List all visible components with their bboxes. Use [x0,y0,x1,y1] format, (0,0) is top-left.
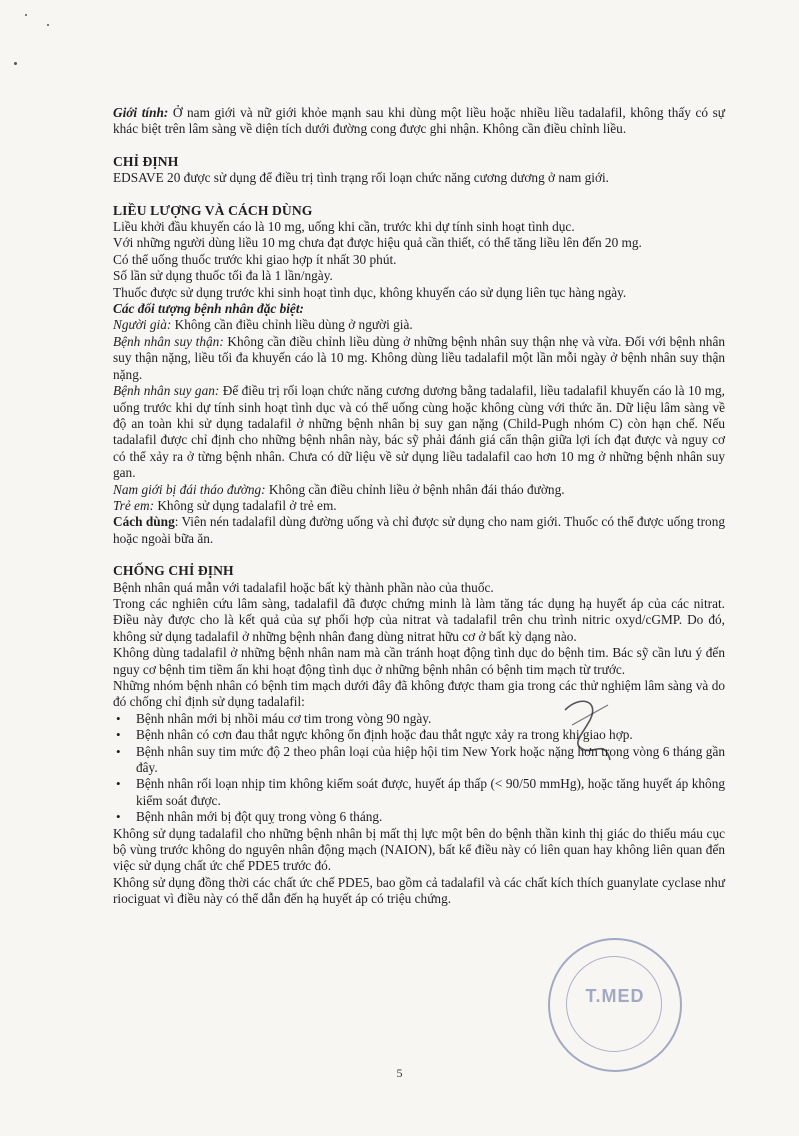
contraindications-heading: CHỐNG CHỈ ĐỊNH [113,563,234,579]
page-number: 5 [396,1066,403,1080]
dosage-line: Có thể uống thuốc trước khi giao hợp ít nhất 30 phút. [113,251,397,267]
renal-text: Không cần điều chỉnh liều dùng ở những bệnh nhân suy thận nhẹ và vừa. Đối với bệnh nhân suy thận nặng, liều tối đa khuyến cáo là 10 mg. Không dùng liều tadalafil một lần mỗi ngày ở bệnh nhân suy thận nặng. [113,333,725,382]
indication-text: EDSAVE 20 được sử dụng để điều trị tình trạng rối loạn chức năng cương dương ở nam giới. [113,170,610,186]
list-item: • Bệnh nhân có cơn đau thắt ngực không ổn định hoặc đau thắt ngực xảy ra trong khi giao hợp. [113,727,725,743]
elderly-paragraph [113,317,725,333]
contraindication-paragraph: Không dùng tadalafil ở những bệnh nhân nam mà cần tránh hoạt động tình dục do bệnh tim. Bác sỹ cần lưu ý đến nguy cơ bệnh tim tiềm ẩn khi hoạt động tình dục ở những bệnh nhân có bệnh tim mạch từ trước. [113,645,725,677]
dosage-line: Với những người dùng liều 10 mg chưa đạt được hiệu quả cần thiết, có thể tăng liều lên đến 20 mg. [113,235,642,251]
gender-paragraph [113,105,725,138]
dosage-line: Số lần sử dụng thuốc tối đa là 1 lần/ngày. [113,268,333,284]
contraindication-paragraph: Bệnh nhân quá mẫn với tadalafil hoặc bất kỳ thành phần nào của thuốc. [113,579,494,595]
list-item: • Bệnh nhân mới bị đột quỵ trong vòng 6 tháng. [113,809,725,825]
contraindication-paragraph: Không sử dụng đồng thời các chất ức chế PDE5, bao gồm cả tadalafil và các chất kích thích guanylate cyclase như riociguat vì điều này có thể dẫn đến hạ huyết áp có triệu chứng. [113,874,725,907]
company-stamp [548,938,682,1072]
hepatic-text: Để điều trị rối loạn chức năng cương dương bằng tadalafil, liều tadalafil khuyến cáo là 10 mg, uống trước khi dự tính sinh hoạt tình dục và có thể uống cùng hoặc không cùng với thức ăn. Dữ liệu lâm sàng về độ an toàn khi sử dụng tadalafil ở những bệnh nhân bị suy gan nặng (Child-Pugh nhóm C) còn hạn chế. Nếu tadalafil được chỉ định cho những bệnh nhân này, bác sỹ phải đánh giá cẩn thận giữa lợi ích đạt được và nguy cơ có thể xảy ra ở từng bệnh nhân. Chưa có dữ liệu về sử dụng liều tadalafil cao hơn 10 mg ở những bệnh nhân suy gan. [113,383,725,481]
list-item: • Bệnh nhân mới bị nhồi máu cơ tim trong vòng 90 ngày. [113,711,725,727]
contraindication-paragraph: Không sử dụng tadalafil cho những bệnh nhân bị mất thị lực một bên do bệnh thần kinh thị giác do thiếu máu cục bộ vùng trước không do nguyên nhân động mạch (NAION), bất kể điều này có liên quan hay không liên quan đến việc sử dụng chất ức chế PDE5 trước đó. [113,825,725,874]
special-populations-label: Các đối tượng bệnh nhân đặc biệt: [113,301,304,317]
gender-label: Giới tính: [113,105,169,120]
stamp-text: T.MED [585,986,645,1006]
cardiac-exclusion-list [113,711,725,826]
elderly-label: Người già: [113,317,172,333]
hepatic-label: Bệnh nhân suy gan: [113,383,220,399]
usage-paragraph [113,514,725,547]
dosage-line: Thuốc được sử dụng trước khi sinh hoạt tình dục, không khuyến cáo sử dụng liên tục hàng ngày. [113,284,627,300]
children-text: Không sử dụng tadalafil ở trẻ em. [154,497,337,513]
list-item: • Bệnh nhân suy tim mức độ 2 theo phân loại của hiệp hội tim New York hoặc nặng hơn trong vòng 6 tháng gần đây. [113,744,725,777]
scan-speck [25,14,27,16]
children-label: Trẻ em: [113,497,154,513]
diabetic-text: Không cần điều chỉnh liều ở bệnh nhân đái tháo đường. [265,481,565,497]
diabetic-paragraph [113,482,725,498]
dosage-line: Liều khởi đầu khuyến cáo là 10 mg, uống khi cần, trước khi dự tính sinh hoạt tình dục. [113,219,575,235]
children-paragraph [113,498,725,514]
diabetic-label: Nam giới bị đái tháo đường: [113,481,266,497]
signature-mark [560,690,620,770]
indication-heading: CHỈ ĐỊNH [113,153,179,169]
usage-text: : Viên nén tadalafil dùng đường uống và chỉ được sử dụng cho nam giới. Thuốc có thể được uống trong hoặc ngoài bữa ăn. [113,514,725,546]
list-item: • Bệnh nhân rối loạn nhịp tim không kiểm soát được, huyết áp thấp (< 90/50 mmHg), hoặc tăng huyết áp không kiểm soát được. [113,776,725,809]
dosage-heading: LIỀU LƯỢNG VÀ CÁCH DÙNG [113,202,313,218]
gender-text: Ở nam giới và nữ giới khỏe mạnh sau khi dùng một liều hoặc nhiều liều tadalafil, không thấy có sự khác biệt trên lâm sàng về diện tích dưới đường cong được ghi nhận. Không cần điều chỉnh liều. [113,105,725,137]
scan-speck [14,62,17,65]
scan-speck [47,24,49,26]
renal-label: Bệnh nhân suy thận: [113,333,224,349]
hepatic-paragraph [113,383,725,481]
elderly-text: Không cần điều chỉnh liều dùng ở người già. [171,317,413,333]
renal-paragraph [113,334,725,383]
contraindication-paragraph: Trong các nghiên cứu lâm sàng, tadalafil đã được chứng minh là làm tăng tác dụng hạ huyết áp của các nitrat. Điều này được cho là kết quả của sự phối hợp của nitrat và tadalafil trên chu trình nitric oxyd/cGMP. Do đó, không sử dụng tadalafil ở những bệnh nhân đang dùng nitrat hữu cơ ở bất kỳ dạng nào. [113,595,725,644]
usage-label: Cách dùng [113,514,175,530]
contraindication-paragraph: Những nhóm bệnh nhân có bệnh tim mạch dưới đây đã không được tham gia trong các thử nghiệm lâm sàng và do đó chống chỉ định sử dụng tadalafil: [113,678,725,710]
document-body [113,105,725,908]
